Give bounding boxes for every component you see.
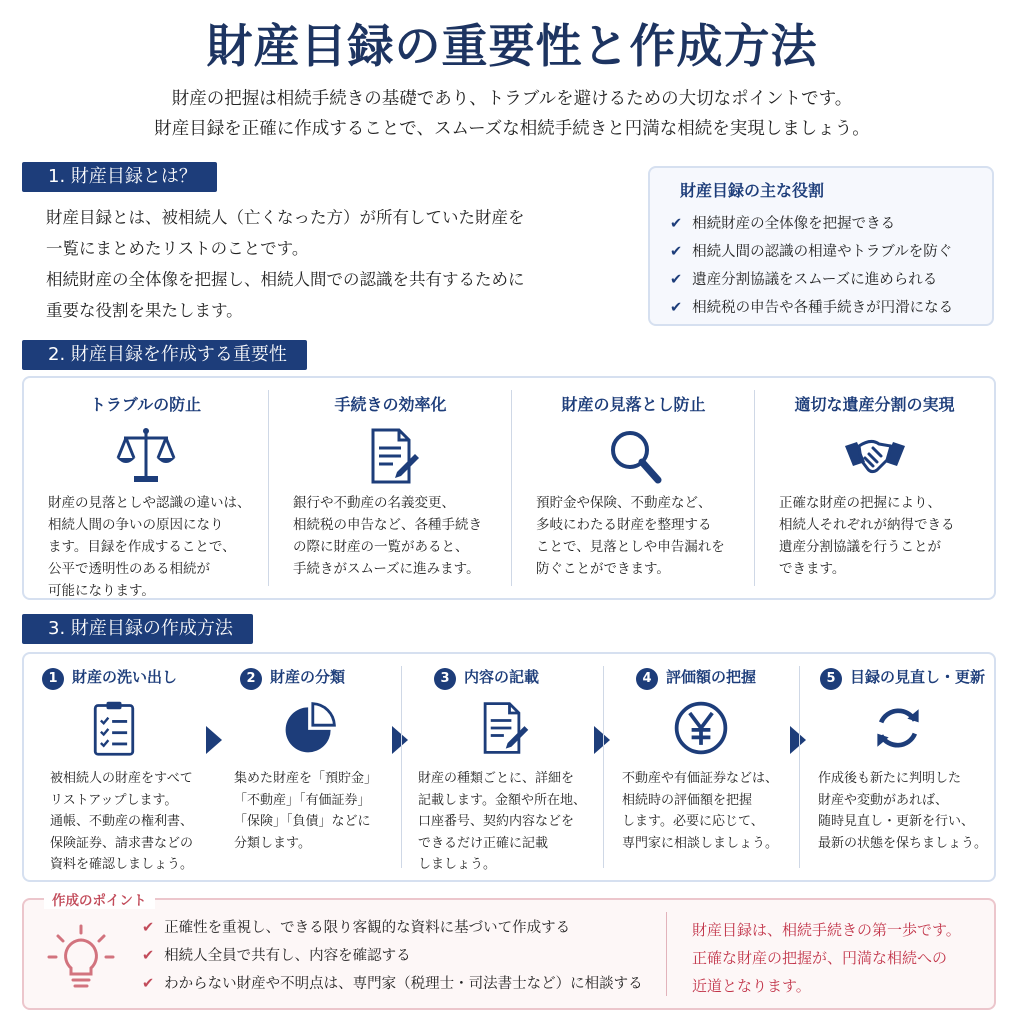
point-item (142, 914, 643, 942)
step-title (42, 666, 177, 690)
step-item (222, 654, 398, 880)
importance-panel (22, 376, 996, 600)
text-line: 集めた財産を「預貯金」 (234, 771, 378, 786)
points-label: 作成のポイント (44, 889, 155, 909)
text-line: 最新の状態を保ちましょう。 (818, 835, 988, 851)
step-text (622, 768, 778, 854)
text-line: 通帳、不動産の権利書、 (50, 814, 194, 829)
importance-title: 財産の見落とし防止 (561, 395, 706, 414)
magnifier-icon (602, 424, 666, 488)
text-line: 口座番号、契約内容などを (418, 814, 575, 829)
role-text: 相続財産の全体像を把握できる (692, 216, 896, 232)
section2-heading: 2. 財産目録を作成する重要性 (22, 340, 307, 370)
text-line: 正確な財産の把握により、 (779, 495, 941, 511)
text-line: 銀行や不動産の名義変更、 (293, 495, 455, 511)
note-line: 正確な財産の把握が、円満な相続への (692, 949, 948, 967)
step-title (240, 666, 345, 690)
text-line: 保険証券、請求書などの (50, 835, 194, 851)
text-line: 遺産分割協議を行うことが (779, 539, 941, 555)
step-item (606, 654, 796, 880)
section1-line: 一覧にまとめたリストのことです。 (46, 239, 309, 258)
check-icon: ✔ (670, 244, 683, 260)
role-item (670, 238, 953, 266)
text-line: 防ぐことができます。 (536, 561, 670, 577)
text-line: 「不動産」「有価証券」 (234, 792, 371, 808)
section3-heading: 3. 財産目録の作成方法 (22, 614, 253, 644)
importance-item (755, 378, 994, 598)
text-line: 財産の見落としや認識の違いは、 (48, 495, 251, 511)
steps-panel (22, 652, 996, 882)
point-text: わからない財産や不明点は、専門家（税理士・司法書士など）に相談する (164, 976, 643, 992)
points-list (142, 914, 643, 998)
point-text: 相続人全員で共有し、内容を確認する (164, 948, 411, 964)
step-title (434, 666, 539, 690)
points-box (22, 893, 996, 1010)
step-text (818, 768, 987, 854)
text-line: できるだけ正確に記載 (418, 835, 549, 851)
importance-title: 適切な遺産分割の実現 (794, 395, 955, 414)
check-icon: ✔ (142, 948, 155, 964)
step-title-text: 財産の洗い出し (72, 668, 178, 686)
check-icon: ✔ (670, 272, 683, 288)
text-line: します。必要に応じて、 (622, 814, 764, 829)
text-line: 記載します。金額や所在地、 (418, 792, 586, 808)
text-line: 作成後も新たに判明した (818, 771, 962, 786)
handshake-icon (843, 424, 907, 488)
note-line: 財産目録は、相続手続きの第一歩です。 (692, 921, 961, 939)
text-line: 可能になります。 (48, 583, 155, 599)
step-item (24, 654, 204, 880)
role-item (670, 266, 953, 294)
text-line: ことで、見落としや申告漏れを (536, 539, 725, 555)
text-line: 相続税の申告など、各種手続き (293, 517, 482, 533)
divider (799, 666, 800, 868)
step-item (404, 654, 600, 880)
text-line: ます。目録を作成することで、 (48, 539, 236, 555)
text-line: 多岐にわたる財産を整理する (536, 517, 712, 533)
role-item (670, 294, 953, 322)
role-item (670, 210, 953, 238)
importance-text (293, 492, 482, 580)
lightbulb-icon (46, 924, 116, 994)
intro-text (0, 84, 1024, 144)
clipboard-checklist-icon (84, 698, 144, 758)
section1-body (46, 202, 606, 326)
step-text (50, 768, 193, 876)
text-line: 預貯金や保険、不動産など、 (536, 495, 712, 511)
text-line: 財産の種類ごとに、詳細を (418, 771, 575, 786)
text-line: 不動産や有価証券などは、 (622, 771, 779, 786)
importance-title: 手続きの効率化 (334, 395, 447, 414)
role-text: 相続税の申告や各種手続きが円滑になる (692, 300, 954, 316)
text-line: 資料を確認しましょう。 (50, 857, 194, 872)
section1-line: 財産目録とは、被相続人（亡くなった方）が所有していた財産を (46, 208, 525, 227)
text-line: 財産や変動があれば、 (818, 792, 949, 808)
step-title-text: 目録の見直し・更新 (850, 668, 986, 686)
text-line: 公平で透明性のある相続が (48, 561, 210, 577)
text-line: 分類します。 (234, 835, 311, 851)
text-line: 随時見直し・更新を行い、 (818, 814, 975, 829)
page-title: 財産目録の重要性と作成方法 (206, 19, 818, 73)
scale-icon (114, 424, 178, 488)
importance-item (24, 378, 267, 598)
text-line: の際に財産の一覧があると、 (293, 539, 469, 555)
intro-line: 財産の把握は相続手続きの基礎であり、トラブルを避けるための大切なポイントです。 (171, 89, 853, 109)
step-title-text: 内容の記載 (464, 668, 540, 686)
text-line: 被相続人の財産をすべて (50, 771, 193, 786)
text-line: リストアップします。 (50, 792, 178, 808)
text-line: しましょう。 (418, 857, 497, 872)
check-icon: ✔ (142, 976, 155, 992)
step-title (636, 666, 756, 690)
step-text (234, 768, 377, 854)
step-number: 5 (820, 668, 842, 690)
importance-text (48, 492, 251, 602)
pie-chart-icon (280, 698, 340, 758)
divider (401, 666, 402, 868)
point-text: 正確性を重視し、できる限り客観的な資料に基づいて作成する (164, 920, 571, 936)
step-number: 2 (240, 668, 262, 690)
point-item (142, 942, 643, 970)
divider (666, 912, 667, 996)
importance-item (269, 378, 512, 598)
section1-line: 相続財産の全体像を把握し、相続人間での認識を共有するために (46, 270, 525, 289)
step-title-text: 財産の分類 (270, 668, 346, 686)
text-line: 相続人間の争いの原因になり (48, 517, 224, 533)
roles-list (670, 210, 953, 322)
text-line: 相続時の評価額を把握 (622, 792, 753, 808)
check-icon: ✔ (670, 300, 683, 316)
point-item (142, 970, 643, 998)
document-pen-icon (472, 698, 532, 758)
step-title (820, 666, 985, 690)
divider (603, 666, 604, 868)
importance-title: トラブルの防止 (89, 395, 202, 414)
step-title-text: 評価額の把握 (666, 668, 757, 686)
check-icon: ✔ (670, 216, 683, 232)
yen-coin-icon (671, 698, 731, 758)
step-text (418, 768, 586, 876)
text-line: 「保険」「負債」などに (234, 814, 371, 829)
importance-text (779, 492, 955, 580)
text-line: 専門家に相談しましょう。 (622, 835, 779, 851)
document-pen-icon (359, 424, 423, 488)
roles-title: 財産目録の主な役割 (680, 181, 825, 200)
importance-item (512, 378, 755, 598)
text-line: 手続きがスムーズに進みます。 (293, 561, 480, 577)
note-line: 近道となります。 (692, 977, 811, 995)
section1-heading: 1. 財産目録とは？ (22, 162, 217, 192)
step-number: 4 (636, 668, 658, 690)
step-number: 1 (42, 668, 64, 690)
section1-line: 重要な役割を果たします。 (46, 301, 243, 320)
text-line: できます。 (779, 561, 846, 577)
role-text: 相続人間の認識の相違やトラブルを防ぐ (692, 244, 953, 260)
role-text: 遺産分割協議をスムーズに進められる (692, 272, 938, 288)
text-line: 相続人それぞれが納得できる (779, 517, 955, 533)
importance-text (536, 492, 725, 580)
step-item (802, 654, 994, 880)
roles-box (648, 166, 994, 326)
arrow-right-icon (206, 726, 222, 754)
points-note (692, 916, 961, 1000)
intro-line: 財産目録を正確に作成することで、スムーズな相続手続きと円満な相続を実現しましょう。 (154, 119, 870, 139)
refresh-icon (868, 698, 928, 758)
check-icon: ✔ (142, 920, 155, 936)
step-number: 3 (434, 668, 456, 690)
